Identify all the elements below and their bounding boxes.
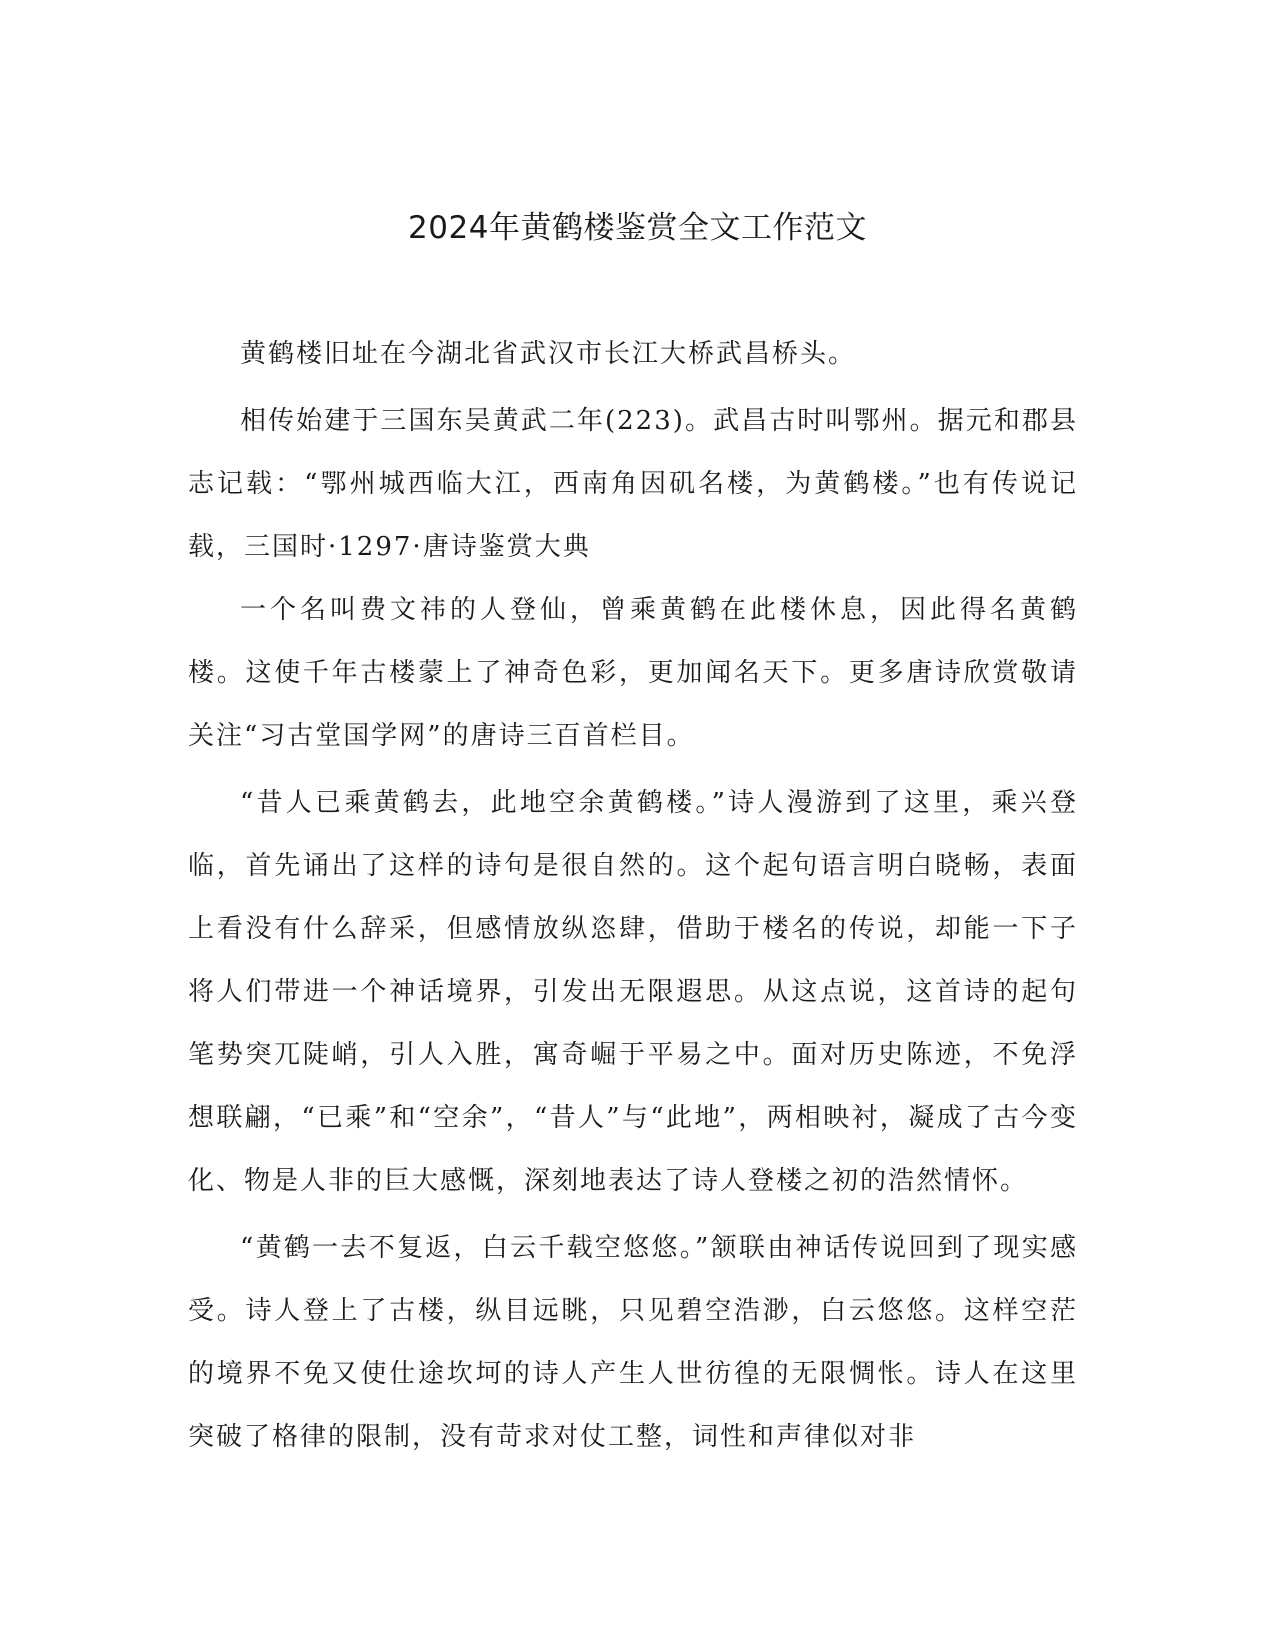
paragraph: “昔人已乘黄鹤去，此地空余黄鹤楼。”诗人漫游到了这里，乘兴登临，首先诵出了这样的诗句是很自然的。这个起句语言明白晓畅，表面上看没有什么辞采，但感情放纵恣肆，借助于楼名的传说，却能一下子将人们带进一个神话境界，引发出无限遐思。从这点说，这首诗的起句笔势突兀陡峭，引人入胜，寓奇崛于平易之中。面对历史陈迹，不免浮想联翩，“已乘”和“空余”，“昔人”与“此地”，两相映衬，凝成了古今变化、物是人非的巨大感慨，深刻地表达了诗人登楼之初的浩然情怀。 (188, 788, 1078, 1196)
paragraph: 一个名叫费文祎的人登仙，曾乘黄鹤在此楼休息，因此得名黄鹤楼。这使千年古楼蒙上了神奇色彩，更加闻名天下。更多唐诗欣赏敬请关注“习古堂国学网”的唐诗三百首栏目。 (188, 595, 1078, 751)
paragraph: 相传始建于三国东吴黄武二年(223)。武昌古时叫鄂州。据元和郡县志记载：“鄂州城西临大江，西南角因矶名楼，为黄鹤楼。”也有传说记载，三国时·1297·唐诗鉴赏大典 (188, 406, 1078, 562)
document-title: 2024年黄鹤楼鉴赏全文工作范文 (408, 210, 867, 246)
paragraph: 黄鹤楼旧址在今湖北省武汉市长江大桥武昌桥头。 (240, 339, 857, 369)
document-body (188, 323, 1078, 1469)
paragraph: “黄鹤一去不复返，白云千载空悠悠。”颔联由神话传说回到了现实感受。诗人登上了古楼，纵目远眺，只见碧空浩渺，白云悠悠。这样空茫的境界不免又使仕途坎坷的诗人产生人世彷徨的无限惆怅。诗人在这里突破了格律的限制，没有苛求对仗工整，词性和声律似对非 (188, 1233, 1078, 1452)
